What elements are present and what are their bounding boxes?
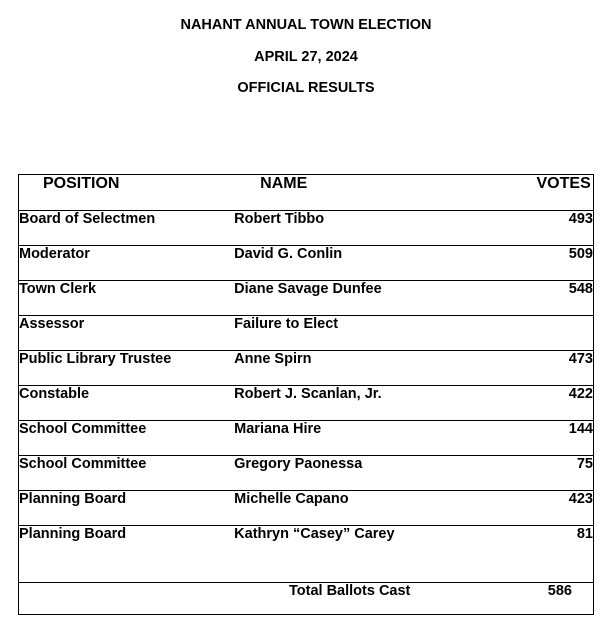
- table-row: [19, 421, 594, 456]
- cell-position: Assessor: [19, 316, 235, 351]
- cell-position: School Committee: [19, 456, 235, 491]
- table-row: [19, 526, 594, 583]
- table-row: [19, 246, 594, 281]
- column-header-position: POSITION: [19, 175, 235, 211]
- column-header-votes: VOTES: [524, 175, 594, 211]
- cell-position: Public Library Trustee: [19, 351, 235, 386]
- cell-name: Michelle Capano: [234, 491, 523, 526]
- cell-position: Moderator: [19, 246, 235, 281]
- cell-votes: 548: [524, 281, 594, 316]
- cell-votes: [524, 316, 594, 351]
- total-ballots-label: Total Ballots Cast: [19, 583, 524, 615]
- cell-position: Planning Board: [19, 491, 235, 526]
- document-title: NAHANT ANNUAL TOWN ELECTION: [180, 17, 432, 33]
- results-table: [18, 174, 594, 615]
- cell-votes: 509: [524, 246, 594, 281]
- table-row: [19, 316, 594, 351]
- cell-votes: 493: [524, 211, 594, 246]
- table-row: [19, 281, 594, 316]
- column-header-name: NAME: [234, 175, 523, 211]
- cell-name: Robert J. Scanlan, Jr.: [234, 386, 523, 421]
- cell-name: Gregory Paonessa: [234, 456, 523, 491]
- document-subtitle: OFFICIAL RESULTS: [237, 80, 375, 96]
- cell-position: Planning Board: [19, 526, 235, 583]
- cell-name: Kathryn “Casey” Carey: [234, 526, 523, 583]
- cell-name: David G. Conlin: [234, 246, 523, 281]
- cell-votes: 75: [524, 456, 594, 491]
- cell-name: Diane Savage Dunfee: [234, 281, 523, 316]
- total-ballots-value: 586: [524, 583, 594, 615]
- cell-votes: 144: [524, 421, 594, 456]
- cell-position: School Committee: [19, 421, 235, 456]
- cell-votes: 81: [524, 526, 594, 583]
- cell-position: Constable: [19, 386, 235, 421]
- table-header-row: [19, 175, 594, 211]
- table-row: [19, 211, 594, 246]
- cell-votes: 473: [524, 351, 594, 386]
- cell-votes: 423: [524, 491, 594, 526]
- election-date: APRIL 27, 2024: [254, 49, 358, 65]
- cell-name: Failure to Elect: [234, 316, 523, 351]
- cell-name: Anne Spirn: [234, 351, 523, 386]
- table-row: [19, 491, 594, 526]
- cell-position: Town Clerk: [19, 281, 235, 316]
- cell-name: Mariana Hire: [234, 421, 523, 456]
- table-row: [19, 456, 594, 491]
- cell-name: Robert Tibbo: [234, 211, 523, 246]
- table-row: [19, 386, 594, 421]
- cell-position: Board of Selectmen: [19, 211, 235, 246]
- total-row: [19, 583, 594, 615]
- table-row: [19, 351, 594, 386]
- cell-votes: 422: [524, 386, 594, 421]
